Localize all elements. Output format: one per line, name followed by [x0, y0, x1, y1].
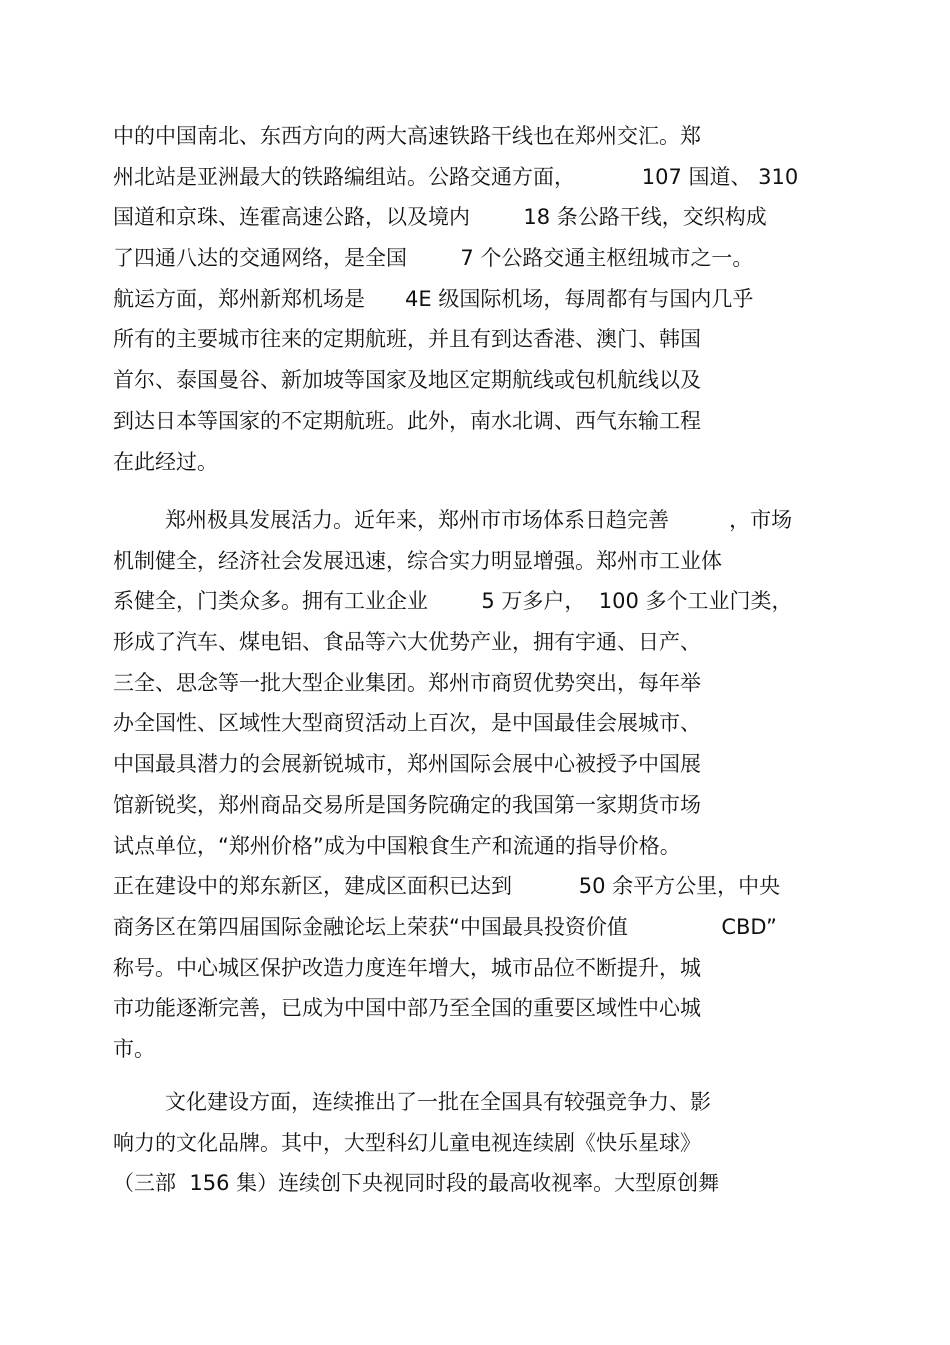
text-line: 到达日本等国家的不定期航班。此外，南水北调、西气东输工程 [113, 408, 701, 433]
text-line: 首尔、泰国曼谷、新加坡等国家及地区定期航线或包机航线以及 [113, 368, 701, 393]
text-line: 中的中国南北、东西方向的两大高速铁路干线也在郑州交汇。郑 [113, 124, 701, 148]
text-line: 在此经过。 [113, 449, 218, 474]
text-line: 正在建设中的郑东新区，建成区面积已达到 50 余平方公里，中央 [113, 874, 781, 899]
text-line: 系健全，门类众多。拥有工业企业 5 万多户， 100 多个工业门类， [113, 589, 793, 614]
text-line: 响力的文化品牌。其中，大型科幻儿童电视连续剧《快乐星球》 [113, 1130, 701, 1155]
text-line: 市功能逐渐完善，已成为中国中部乃至全国的重要区域性中心城 [113, 996, 701, 1021]
text-line: 文化建设方面，连续推出了一批在全国具有较强竞争力、影 [165, 1090, 711, 1114]
text-line: 试点单位，“郑州价格”成为中国粮食生产和流通的指导价格。 [113, 833, 681, 858]
text-line: 航运方面，郑州新郑机场是 4E 级国际机场，每周都有与国内几乎 [113, 286, 754, 311]
text-line: 州北站是亚洲最大的铁路编组站。公路交通方面， 107 国道、 310 [113, 164, 799, 189]
text-line: 所有的主要城市往来的定期航班，并且有到达香港、澳门、韩国 [113, 327, 701, 352]
text-line: 了四通八达的交通网络，是全国 7 个公路交通主枢纽城市之一。 [113, 246, 754, 271]
text-line: 商务区在第四届国际金融论坛上荣获“中国最具投资价值 CBD” [113, 914, 777, 939]
text-line: 馆新锐奖，郑州商品交易所是国务院确定的我国第一家期货市场 [113, 792, 701, 817]
text-line: 郑州极具发展活力。近年来，郑州市市场体系日趋完善 ，市场 [165, 508, 793, 532]
paragraph-development [113, 500, 893, 1070]
text-line: 三全、思念等一批大型企业集团。郑州市商贸优势突出，每年举 [113, 670, 701, 695]
text-line: 中国最具潜力的会展新锐城市，郑州国际会展中心被授予中国展 [113, 752, 701, 777]
text-line: 机制健全，经济社会发展迅速，综合实力明显增强。郑州市工业体 [113, 548, 722, 573]
text-line: （三部 156 集）连续创下央视同时段的最高收视率。大型原创舞 [113, 1171, 720, 1196]
text-line: 形成了汽车、煤电铝、食品等六大优势产业，拥有宇通、日产、 [113, 630, 701, 655]
paragraph-culture [113, 1082, 893, 1204]
text-line: 称号。中心城区保护改造力度连年增大，城市品位不断提升，城 [113, 955, 701, 980]
paragraph-transport [113, 116, 893, 482]
text-line: 办全国性、区域性大型商贸活动上百次，是中国最佳会展城市、 [113, 711, 701, 736]
text-line: 国道和京珠、连霍高速公路，以及境内 18 条公路干线，交织构成 [113, 205, 767, 230]
text-line: 市。 [113, 1036, 155, 1061]
